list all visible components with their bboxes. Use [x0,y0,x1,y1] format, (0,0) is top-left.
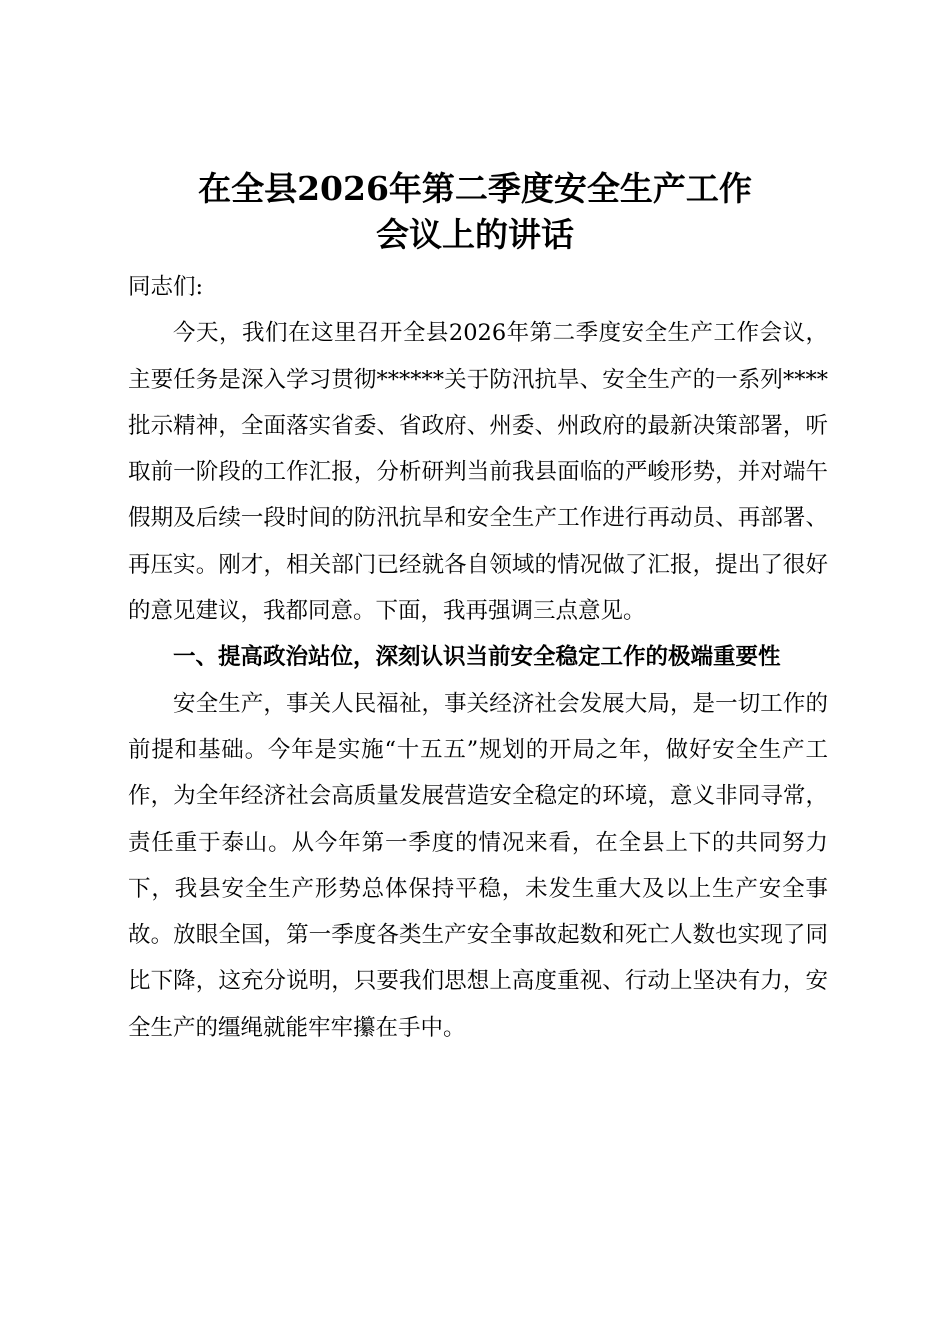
title-line-2: 会议上的讲话 [376,215,574,254]
paragraph-opening: 今天，我们在这里召开全县2026年第二季度安全生产工作会议，主要任务是深入学习贯彻******关于防汛抗旱、安全生产的一系列****批示精神，全面落实省委、省政府、州委、州政府的最新决策部署，听取前一阶段的工作汇报，分析研判当前我县面临的严峻形势，并对端午假期及后续一段时间的防汛抗旱和安全生产工作进行再动员、再部署、再压实。刚才，相关部门已经就各自领域的情况做了汇报，提出了很好的意见建议，我都同意。下面，我再强调三点意见。 [128,320,828,625]
document-body [128,264,828,1051]
title-line-1: 在全县2026年第二季度安全生产工作 [198,169,752,208]
salutation: 同志们: [128,274,204,300]
paragraph-section-1: 安全生产，事关人民福祉，事关经济社会发展大局，是一切工作的前提和基础。今年是实施“十五五”规划的开局之年，做好安全生产工作，为全年经济社会高质量发展营造安全稳定的环境，意义非同寻常，责任重于泰山。从今年第一季度的情况来看，在全县上下的共同努力下，我县安全生产形势总体保持平稳，未发生重大及以上生产安全事故。放眼全国，第一季度各类生产安全事故起数和死亡人数也实现了同比下降，这充分说明，只要我们思想上高度重视、行动上坚决有力，安全生产的缰绳就能牢牢攥在手中。 [128,690,828,1041]
section-heading-1: 一、提高政治站位，深刻认识当前安全稳定工作的极端重要性 [173,644,781,671]
document-title [120,166,830,258]
